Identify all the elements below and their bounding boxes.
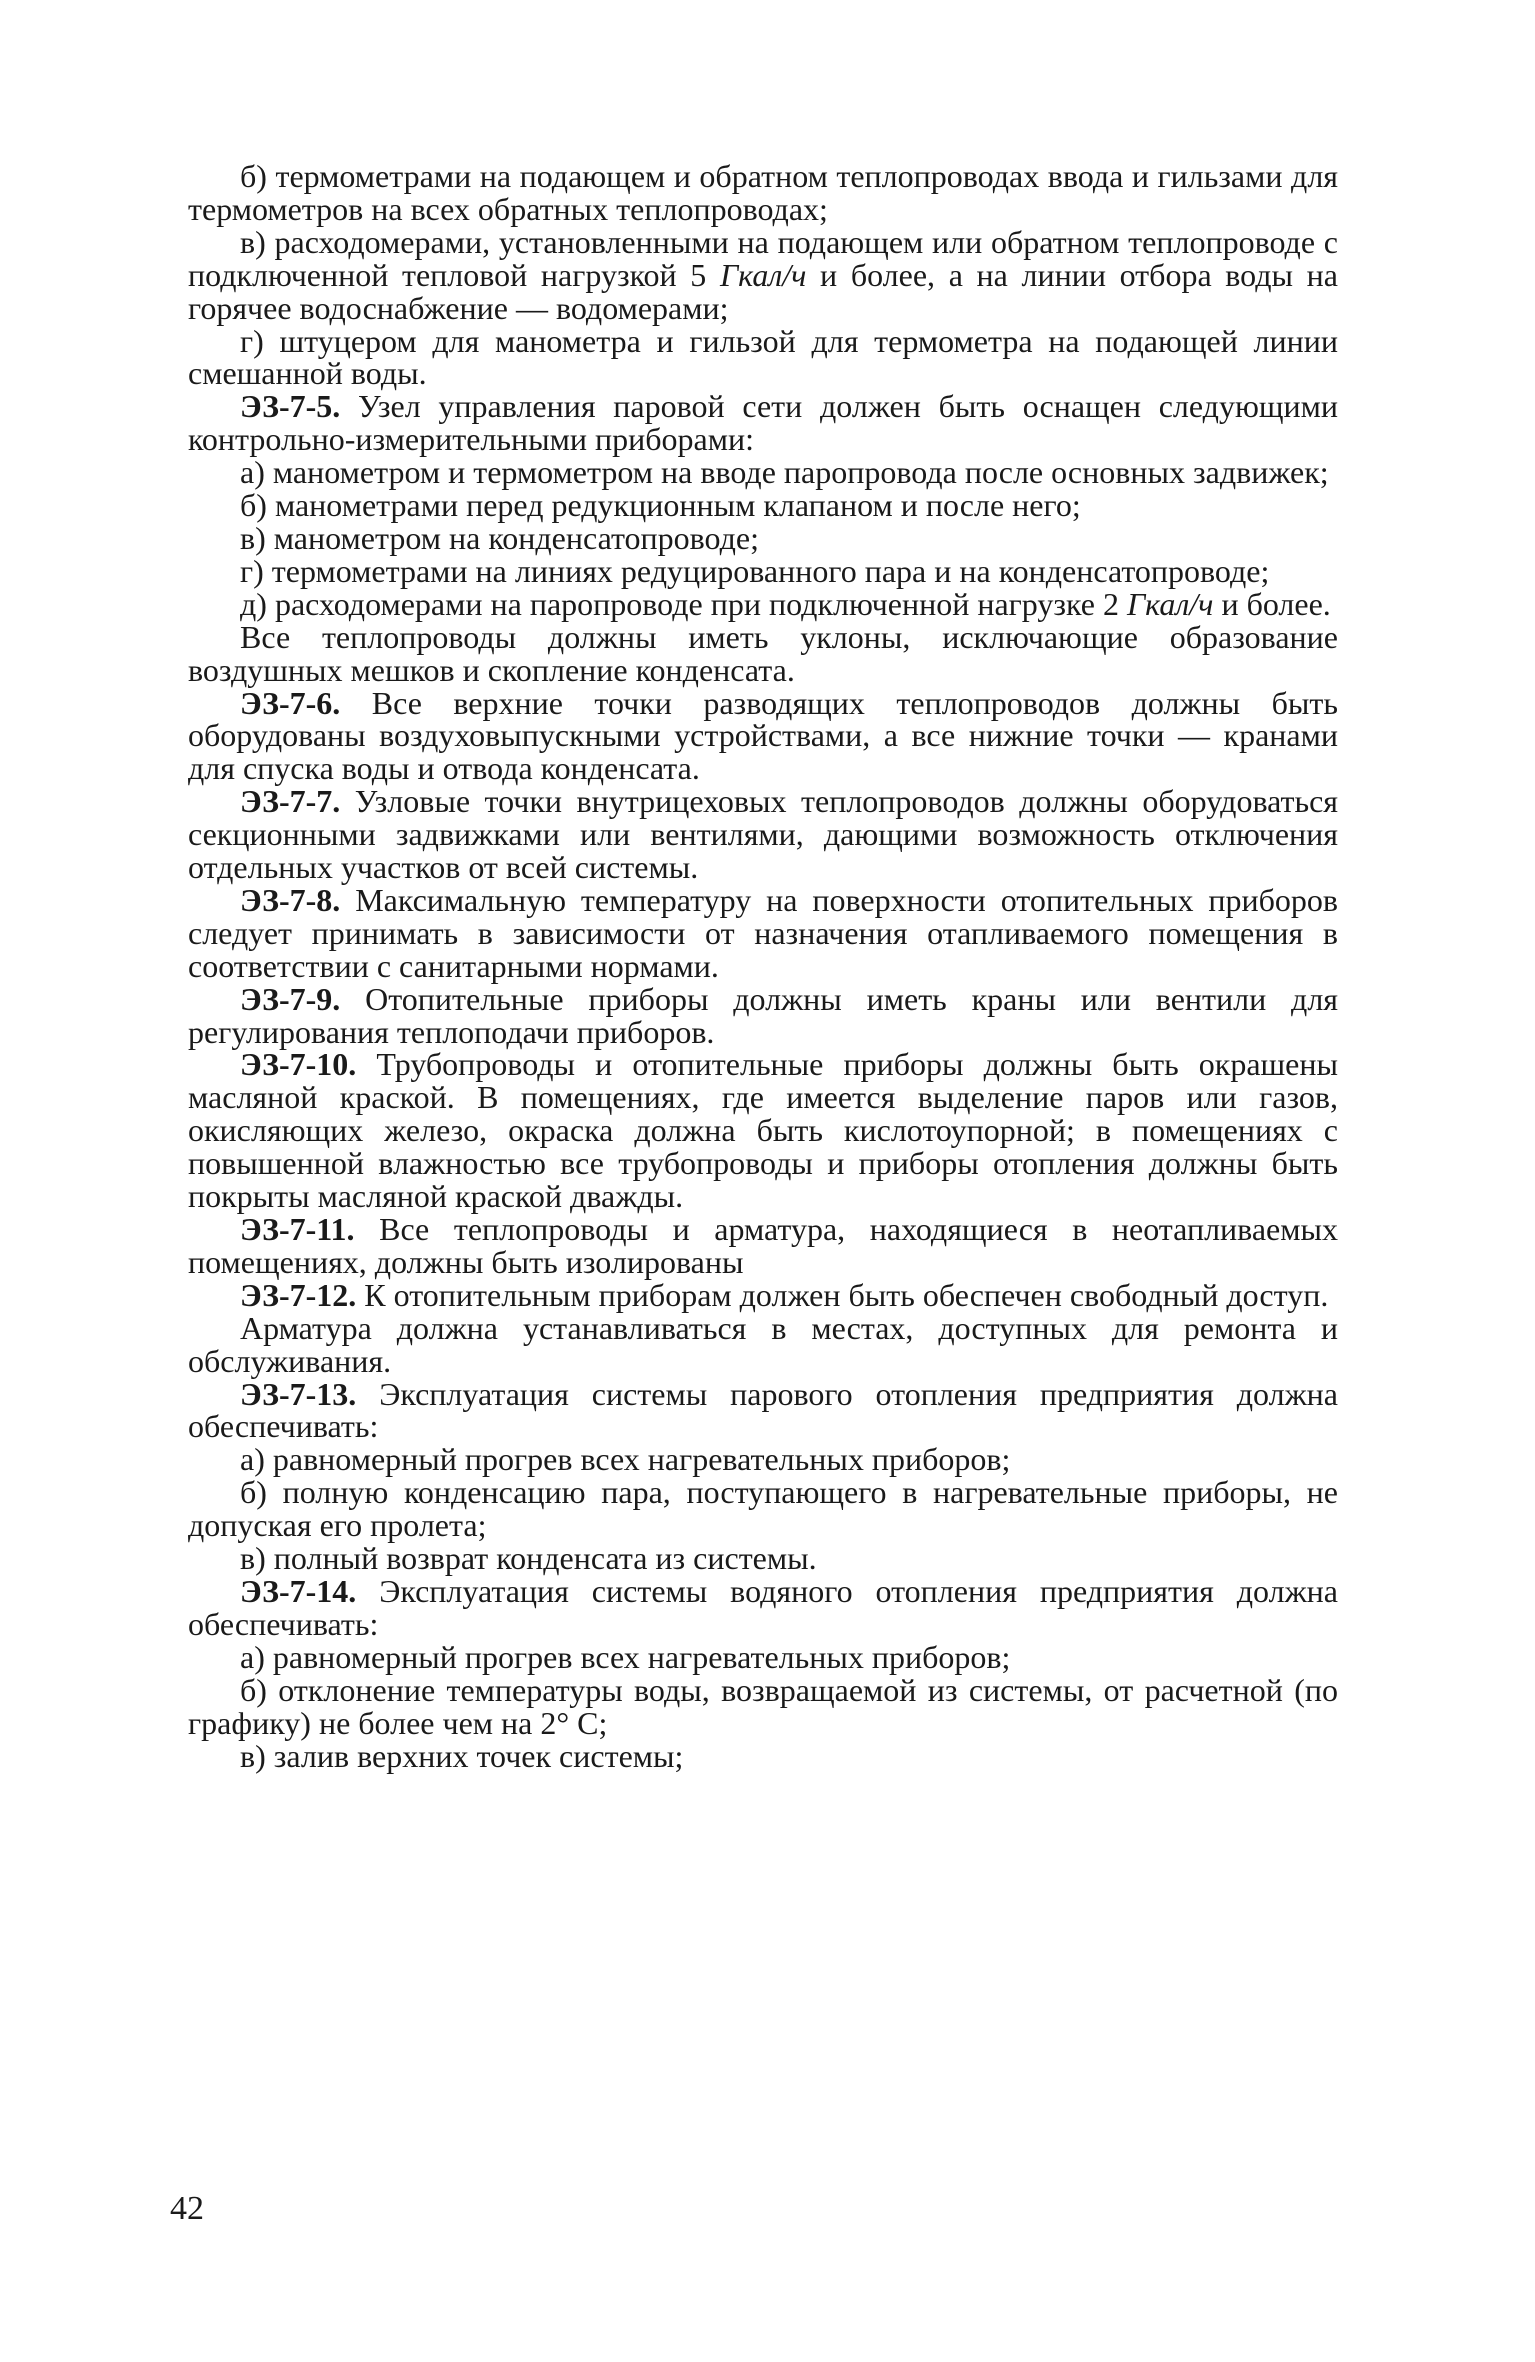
clause-text: Эксплуатация системы парового отопления предприятия должна обеспечивать: <box>188 1375 1338 1445</box>
paragraph: б) отклонение температуры воды, возвращаемой из системы, от расчетной (по графику) не более чем на 2° С; <box>188 1671 1338 1741</box>
paragraph: Все теплопроводы должны иметь уклоны, исключающие образование воздушных мешков и скопление конденсата. <box>188 618 1338 688</box>
clause-text: Все теплопроводы и арматура, находящиеся в неотапливаемых помещениях, должны быть изолированы <box>188 1211 1338 1280</box>
clause <box>188 684 1338 787</box>
paragraph-text: д) расходомерами на паропроводе при подключенной нагрузке 2 <box>240 585 1127 622</box>
clause <box>188 1048 1338 1213</box>
paragraph <box>188 223 1339 326</box>
document-body <box>188 160 1338 1772</box>
clause-code: ЭЗ-7-9. <box>240 980 341 1017</box>
clause <box>188 980 1338 1050</box>
clause <box>188 1276 1338 1313</box>
clause-text: К отопительным приборам должен быть обеспечен свободный доступ. <box>356 1276 1329 1313</box>
clause-code: ЭЗ-7-8. <box>240 881 341 918</box>
clause-code: ЭЗ-7-10. <box>240 1046 357 1083</box>
paragraph: в) залив верхних точек системы; <box>240 1737 684 1774</box>
clause-code: ЭЗ-7-5. <box>240 388 341 425</box>
paragraph: в) полный возврат конденсата из системы. <box>240 1540 817 1577</box>
clause-code: ЭЗ-7-11. <box>240 1211 355 1247</box>
unit-label: Гкал/ч <box>1126 585 1214 622</box>
clause-text: Узел управления паровой сети должен быть оснащен следующими контрольно-измерительными приборами: <box>188 388 1338 458</box>
clause-text: Эксплуатация системы водяного отопления предприятия должна обеспечивать: <box>188 1572 1338 1642</box>
clause-code: ЭЗ-7-6. <box>240 684 341 721</box>
clause-text: Узловые точки внутрицеховых теплопроводов должны оборудоваться секционными задвижками или вентилями, дающими возможность отключения отдельных участков от всей системы. <box>188 783 1338 886</box>
clause-text: Все верхние точки разводящих теплопроводов должны быть оборудованы воздуховыпускными устройствами, а все нижние точки — кранами для спуска воды и отвода конденсата. <box>188 684 1338 787</box>
paragraph-text: в) расходомерами, установленными на подающем или обратном теплопроводе с подключенной тепловой нагрузкой 5 <box>188 223 1338 293</box>
clause <box>188 785 1338 884</box>
unit-label: Гкал/ч <box>719 256 807 293</box>
paragraph: Арматура должна устанавливаться в местах, доступных для ремонта и обслуживания. <box>188 1309 1338 1379</box>
clause-code: ЭЗ-7-14. <box>240 1572 357 1609</box>
clause <box>188 1572 1338 1642</box>
paragraph: б) полную конденсацию пара, поступающего в нагревательные приборы, не допуская его пролета; <box>188 1474 1338 1544</box>
clause-code: ЭЗ-7-12. <box>240 1276 357 1313</box>
paragraph: в) манометром на конденсатопроводе; <box>240 519 759 556</box>
page-number: 42 <box>170 2190 204 2227</box>
paragraph <box>188 585 1338 622</box>
clause-text: Трубопроводы и отопительные приборы должны быть окрашены масляной краской. В помещениях, где имеется выделение паров или газов, окисляющих железо, окраска должна быть кислотоупорной; в помещениях с повышенной влажностью все трубопроводы и приборы отопления должны быть покрыты масляной краской дважды. <box>188 1046 1338 1215</box>
clause <box>188 1375 1338 1445</box>
paragraph: а) равномерный прогрев всех нагревательных приборов; <box>240 1638 1011 1675</box>
paragraph: а) равномерный прогрев всех нагревательных приборов; <box>240 1441 1011 1478</box>
paragraph: а) манометром и термометром на вводе паропровода после основных задвижек; <box>240 454 1329 491</box>
clause-code: ЭЗ-7-7. <box>240 783 341 820</box>
paragraph-text: и более, а на линии отбора воды на горячее водоснабжение — водомерами; <box>188 256 1339 326</box>
paragraph: б) термометрами на подающем и обратном теплопроводах ввода и гильзами для термометров на всех обратных теплопроводах; <box>188 158 1338 227</box>
clause-text: Максимальную температуру на поверхности отопительных приборов следует принимать в зависимости от назначения отапливаемого помещения в соответствии с санитарными нормами. <box>188 881 1338 984</box>
paragraph-text: и более. <box>1213 585 1331 622</box>
clause-text: Отопительные приборы должны иметь краны или вентили для регулирования теплоподачи приборов. <box>188 980 1338 1050</box>
paragraph: б) манометрами перед редукционным клапаном и после него; <box>240 487 1081 524</box>
clause-code: ЭЗ-7-13. <box>240 1375 357 1412</box>
paragraph: г) термометрами на линиях редуцированного пара и на конденсатопроводе; <box>240 552 1270 589</box>
clause <box>188 1213 1338 1279</box>
clause <box>188 881 1338 984</box>
paragraph: г) штуцером для манометра и гильзой для термометра на подающей линии смешанной воды. <box>188 322 1338 392</box>
clause <box>188 390 1338 456</box>
